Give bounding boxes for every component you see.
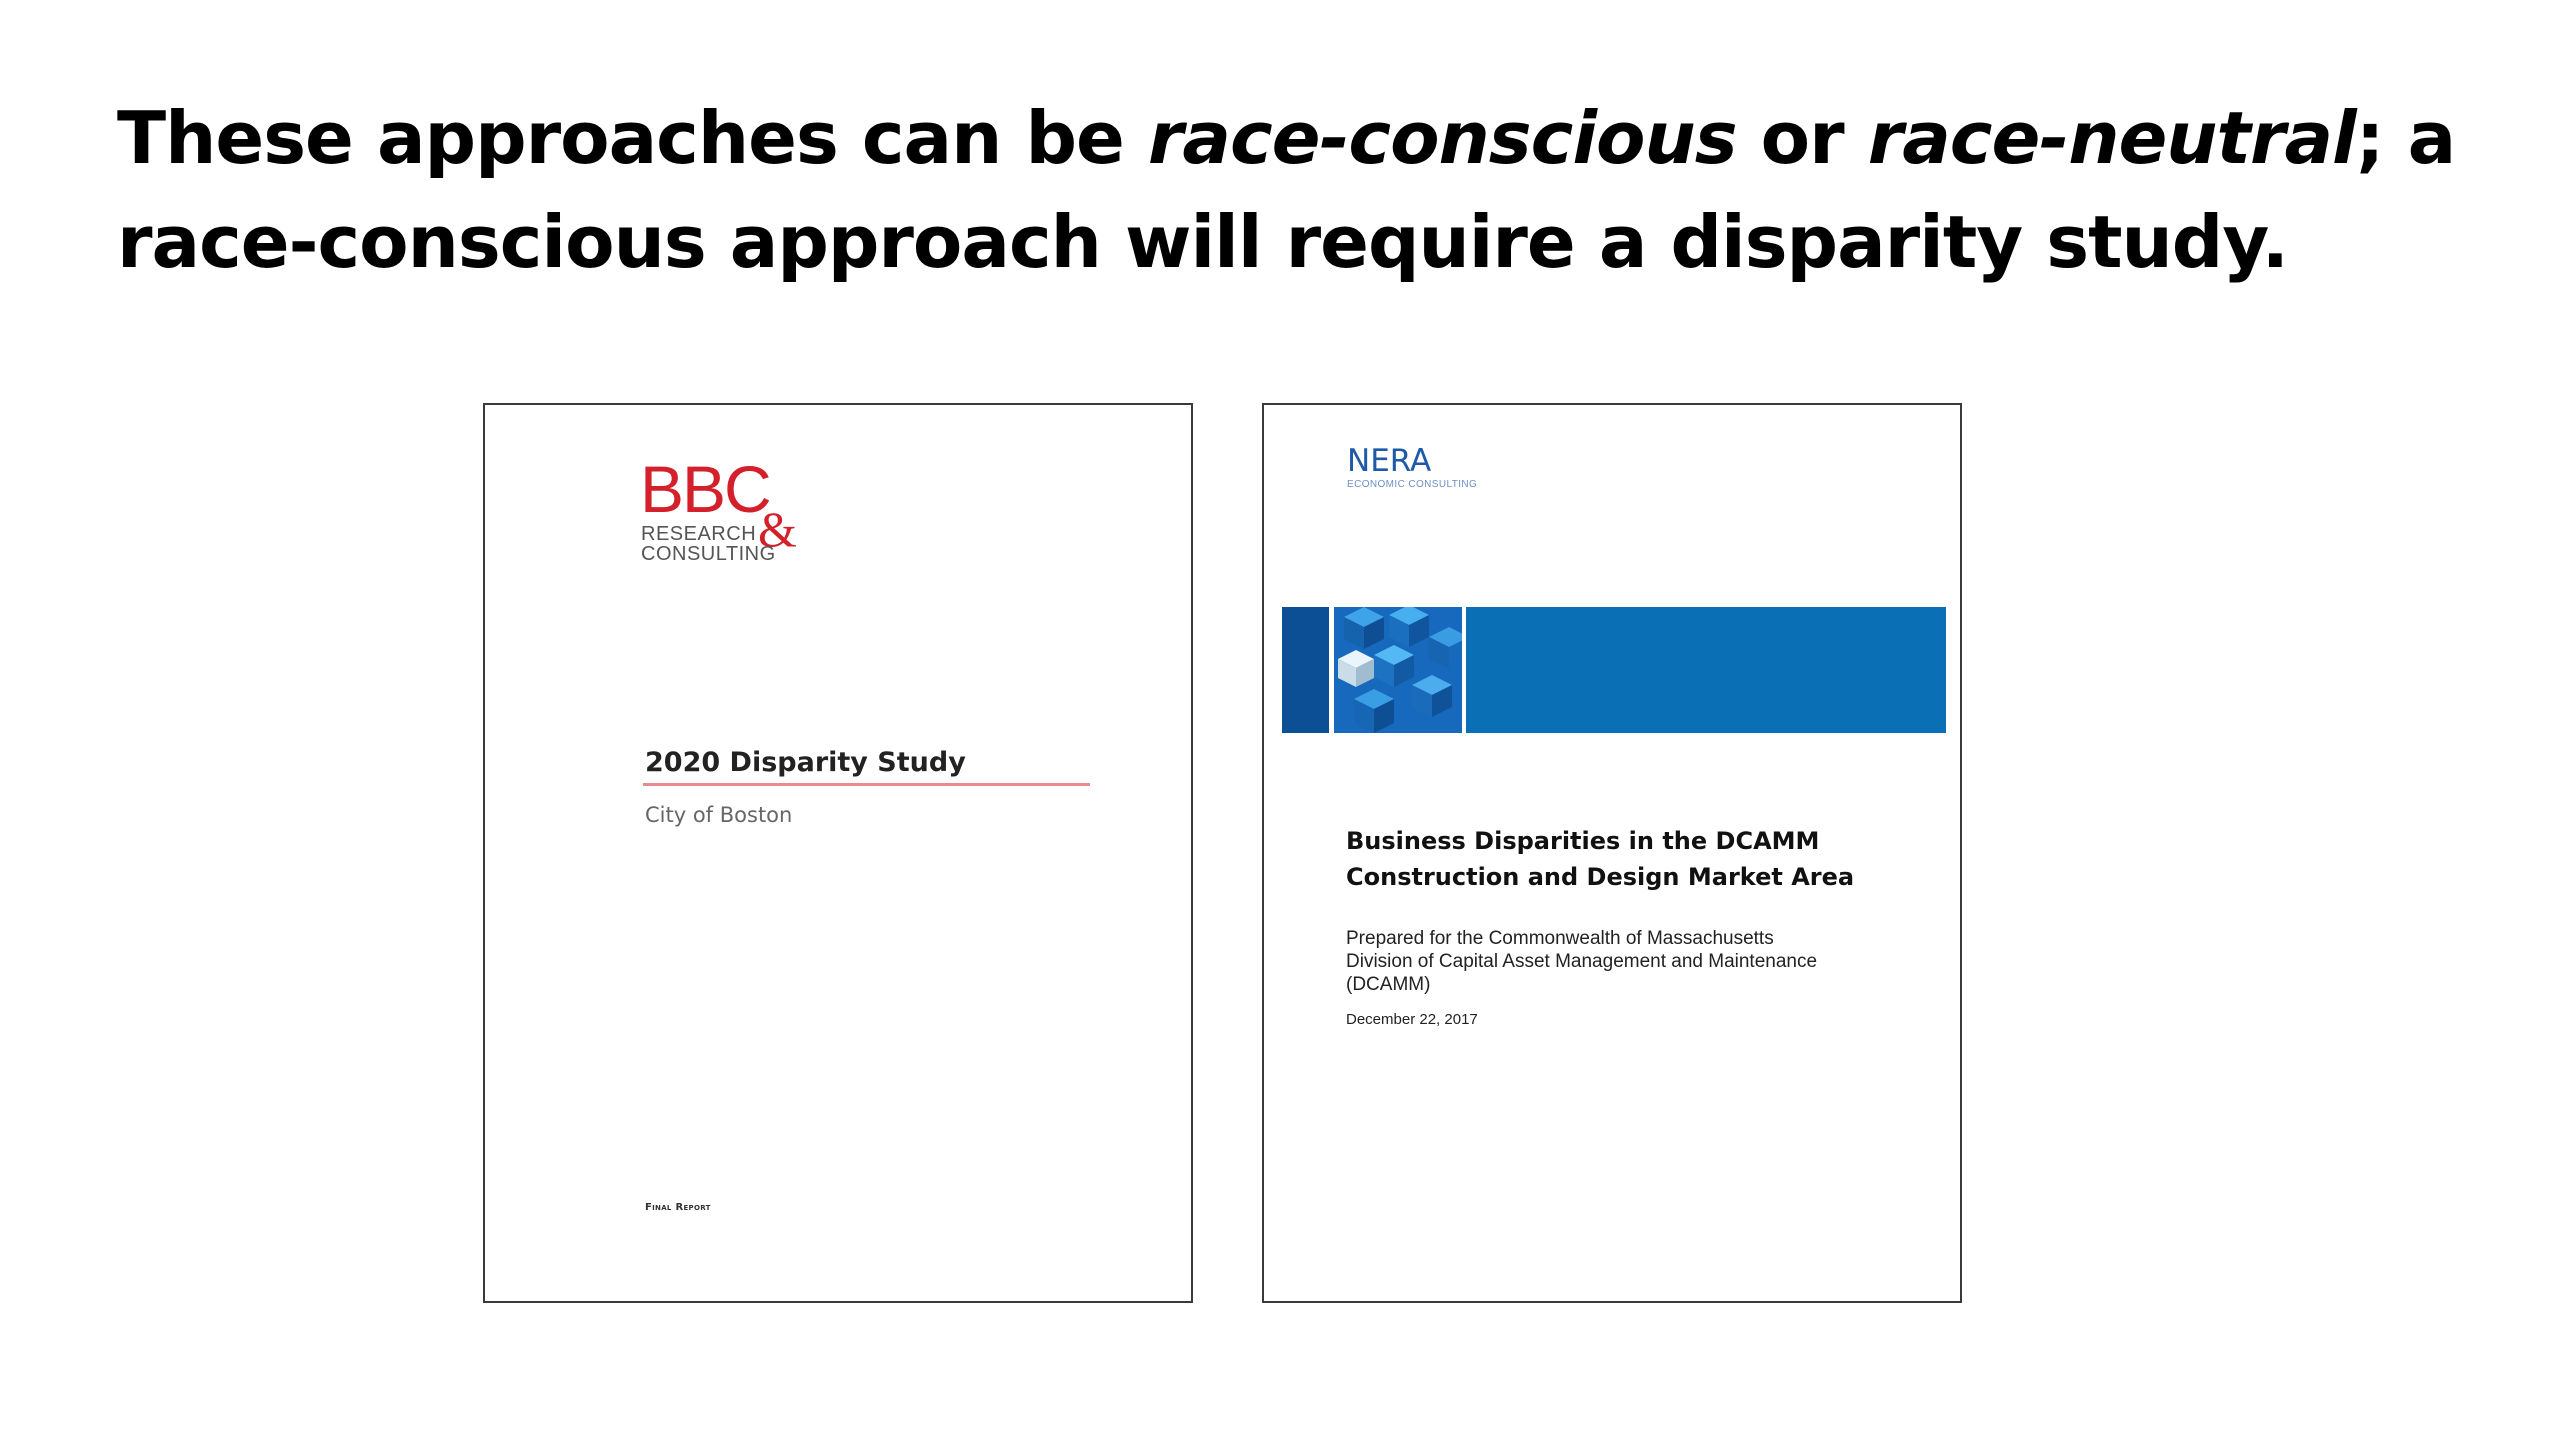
bbc-report-title: 2020 Disparity Study [645,747,966,778]
bbc-report-cover [483,403,1193,1303]
nera-prepared-line-2: Division of Capital Asset Management and Maintenance [1346,951,1818,972]
banner-strip [1282,607,1329,733]
nera-title-line-1: Business Disparities in the DCAMM [1346,827,1820,855]
nera-report-cover [1262,403,1962,1303]
bbc-report-subtitle: City of Boston [645,803,793,827]
bbc-report-footer: Final Report [645,1202,711,1213]
bbc-logo-research: RESEARCH [641,523,757,545]
title-text-3: ; a race-conscious approach will require a disparity study. [117,96,2456,284]
bbc-logo-wordmark: BBC [640,452,770,526]
bbc-logo-ampersand: & [758,501,797,557]
title-emphasis-race-neutral: race-neutral [1867,96,2356,180]
nera-report-title [1346,823,1906,895]
nera-prepared-line-1: Prepared for the Commonwealth of Massachusetts [1346,928,1774,949]
slide-title [117,86,2467,294]
nera-cover-banner [1282,607,1946,733]
title-text-1: These approaches can be [117,96,1148,180]
nera-logo-wordmark: NERA [1347,443,1432,479]
banner-block [1466,607,1946,733]
nera-prepared-line-3: (DCAMM) [1346,974,1431,995]
bbc-title-divider [643,783,1090,786]
cubes-image [1334,607,1462,733]
nera-report-date: December 22, 2017 [1346,1011,1478,1028]
nera-logo-tagline: ECONOMIC CONSULTING [1347,479,1478,490]
nera-prepared-for [1346,927,1906,996]
nera-logo [1347,443,1477,491]
bbc-logo-consulting: CONSULTING [641,543,776,565]
bbc-logo [640,452,840,570]
title-emphasis-race-conscious: race-conscious [1147,96,1737,180]
nera-title-line-2: Construction and Design Market Area [1346,863,1855,891]
title-text-2: or [1736,96,1868,180]
cubes-graphic [1334,607,1462,733]
